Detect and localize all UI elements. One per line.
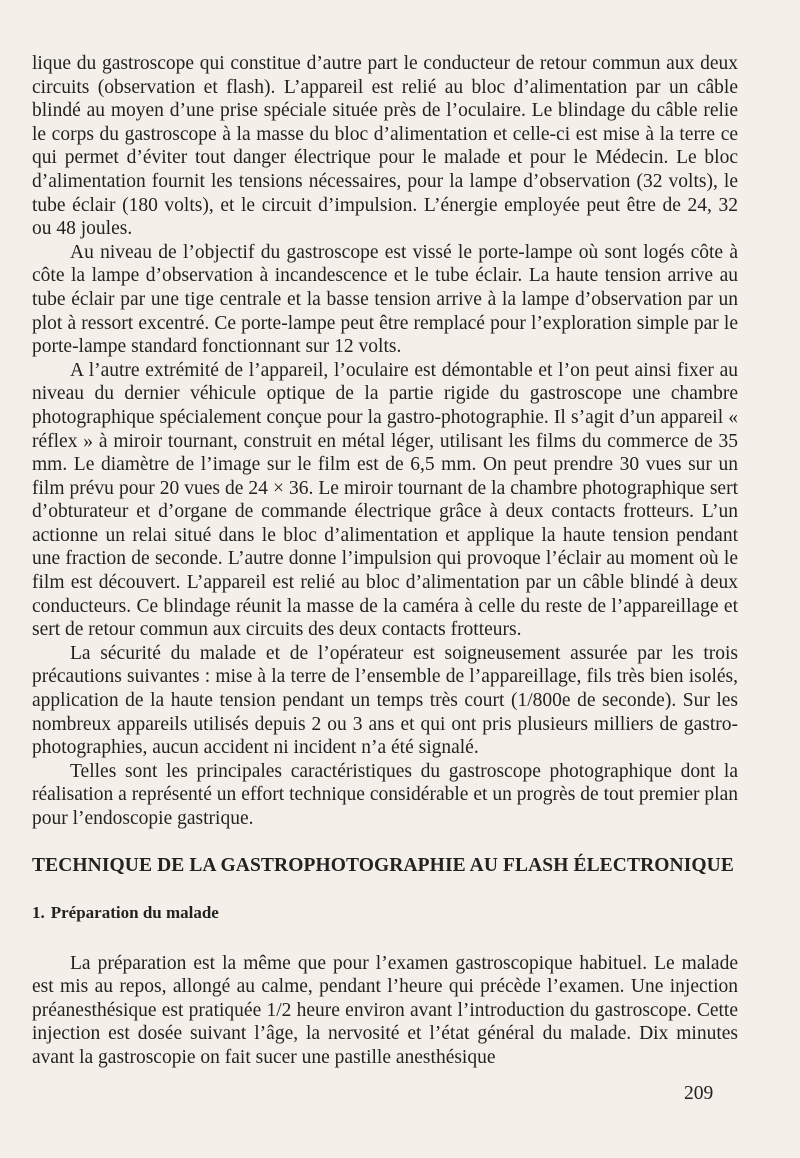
paragraph-camera: A l’autre extrémité de l’appareil, l’oculaire est démontable et l’on peut ainsi fixer au niveau du dernier véhicule optique de la partie rigide du gastroscope une chambre photographique spécialement conçue pour la gastro-photographie. Il s’agit d’un appareil « réflex » à miroir tournant, construit en métal léger, utilisant les films du commerce de 35 mm. Le diamètre de l’image sur le film est de 6,5 mm. On peut prendre 30 vues sur un film prévu pour 20 vues de 24 × 36. Le miroir tournant de la chambre photographique sert d’obturateur et d’organe de commande électrique grâce à deux contacts frotteurs. L’un actionne un relai situé dans le bloc d’alimentation et applique la haute tension pendant une fraction de seconde. L’autre donne l’impulsion qui provoque l’éclair au moment où le film est découvert. L’appareil est relié au bloc d’alimentation par un câble blindé à deux conducteurs. Ce blindage réunit la masse de la caméra à celle du reste de l’appareillage et sert de retour commun aux circuits des deux contacts frotteurs. [32, 359, 738, 641]
paragraph-continuation: lique du gastroscope qui constitue d’autre part le conducteur de retour commun aux deux circuits (observation et flash). L’appareil est relié au bloc d’alimentation par un câble blindé au moyen d’une prise spéciale située près de l’oculaire. Le blindage du câble relie le corps du gastroscope à la masse du bloc d’alimentation et celle-ci est mise à la terre ce qui permet d’éviter tout danger électrique pour le malade et pour le Médecin. Le bloc d’alimentation fournit les tensions nécessaires, pour la lampe d’observation (32 volts), le tube éclair (180 volts), et le circuit d’impulsion. L’énergie employée peut être de 24, 32 ou 48 joules. [32, 53, 738, 240]
page-body [32, 52, 738, 1070]
subsection-heading [32, 902, 738, 924]
paragraph-lamp-holder: Au niveau de l’objectif du gastroscope est vissé le porte-lampe où sont logés côte à côte la lampe d’observation à incandescence et le tube éclair. La haute tension arrive au tube éclair par une tige centrale et la basse tension arrive à la lampe d’observation par un plot à ressort excentré. Ce porte-lampe peut être remplacé pour l’exploration simple par le porte-lampe standard fonctionnant sur 12 volts. [32, 241, 738, 358]
subsection-number: 1. [32, 902, 45, 922]
subsection-title: Préparation du malade [50, 902, 219, 922]
paragraph-summary: Telles sont les principales caractéristiques du gastroscope photographique dont la réalisation a représenté un effort technique considérable et un progrès de tout premier plan pour l’endoscopie gastrique. [32, 760, 738, 829]
section-title: TECHNIQUE DE LA GASTROPHOTOGRAPHIE AU FLASH ÉLECTRONIQUE [32, 854, 734, 876]
page-number: 209 [684, 1083, 714, 1104]
paragraph-safety: La sécurité du malade et de l’opérateur est soigneusement assurée par les trois précautions suivantes : mise à la terre de l’ensemble de l’appareillage, fils très bien isolés, application de la haute tension pendant un temps très court (1/800e de seconde). Sur les nombreux appareils utilisés depuis 2 ou 3 ans et qui ont pris plusieurs milliers de gastro-photographies, aucun accident ni incident n’a été signalé. [32, 642, 738, 759]
paragraph-preparation: La préparation est la même que pour l’examen gastroscopique habituel. Le malade est mis au repos, allongé au calme, pendant l’heure qui précède l’examen. Une injection préanesthésique est pratiquée 1/2 heure environ avant l’introduction du gastroscope. Cette injection est dosée suivant l’âge, la nervosité et l’état général du malade. Dix minutes avant la gastroscopie on fait sucer une pastille anesthésique [32, 952, 738, 1068]
